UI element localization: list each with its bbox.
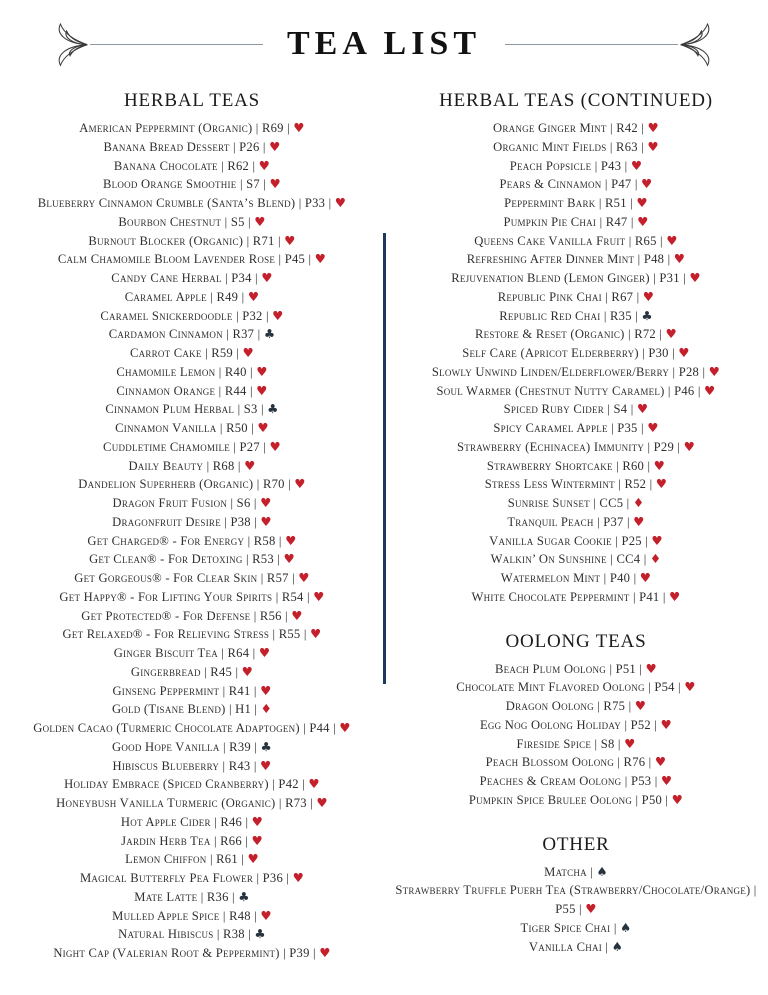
heart-icon: ♥: [585, 901, 597, 916]
heart-icon: ♥: [313, 588, 325, 604]
heart-icon: ♥: [298, 570, 310, 585]
tea-item-label: Burnout Blocker (Organic) | R71 |: [88, 233, 285, 248]
tea-item-label: Get Charged® - For Energy | R58 |: [87, 533, 286, 548]
section-heading-oolong: OOLONG TEAS: [505, 630, 647, 652]
tea-item: [390, 550, 762, 569]
tea-item: [6, 419, 378, 438]
tea-item-label: Gingerbread | R45 |: [130, 664, 242, 679]
tea-item-label: Restore & Reset (Organic) | R72 |: [475, 327, 666, 342]
heart-icon: ♥: [310, 626, 322, 642]
diamond-icon: ♦: [632, 495, 645, 510]
tea-item-label: Rejuvenation Blend (Lemon Ginger) | P31 |: [451, 271, 690, 285]
tea-item-label: Tiger Spice Chai |: [520, 920, 620, 935]
tea-item-label: Organic Mint Fields | R63 |: [493, 139, 648, 154]
heart-icon: ♥: [251, 832, 263, 848]
tea-item-label: Pumpkin Pie Chai | R47 |: [503, 214, 638, 229]
tea-item-label: Beach Plum Oolong | P51 |: [495, 661, 646, 676]
tea-item: [390, 175, 762, 194]
tea-item: [390, 457, 762, 476]
tea-item: [6, 775, 378, 794]
heart-icon: ♥: [260, 495, 272, 510]
tea-item: [390, 382, 762, 401]
heart-icon: ♥: [630, 157, 643, 173]
heart-icon: ♥: [639, 570, 652, 585]
tea-item: [6, 719, 378, 738]
tea-item-label: Night Cap (Valerian Root & Peppermint) | P39 |: [53, 946, 320, 960]
tea-item: [390, 194, 762, 213]
tea-item-label: Lemon Chiffon | R61 |: [125, 852, 248, 867]
tea-item-label: Get Protected® - For Defense | R56 |: [81, 608, 292, 623]
tea-item: [390, 716, 762, 735]
heart-icon: ♥: [244, 457, 256, 473]
tea-item-label: Strawberry (Echinacea) Immunity | P29 |: [456, 439, 684, 454]
tea-item: [390, 400, 762, 419]
heart-icon: ♥: [624, 735, 636, 751]
tea-item: [390, 325, 762, 344]
heart-icon: ♥: [247, 851, 259, 867]
heart-icon: ♥: [258, 157, 271, 173]
heart-icon: ♥: [645, 660, 657, 676]
section-other: [390, 834, 762, 957]
heart-icon: ♥: [673, 251, 686, 267]
tea-item-label: Pumpkin Spice Brulee Oolong | P50 |: [468, 792, 672, 807]
tea-item: [6, 869, 378, 888]
tea-item: [6, 400, 378, 419]
page-header: [0, 0, 768, 72]
tea-item-label: Ginseng Peppermint | R41 |: [112, 683, 261, 698]
tea-item: [6, 682, 378, 701]
tea-item-label: Refreshing After Dinner Mint | P48 |: [466, 252, 674, 267]
tea-item: [390, 232, 762, 251]
section-heading-other: OTHER: [542, 833, 610, 855]
tea-item-label: Slowly Unwind Linden/​Elderflower/​Berry | P28 |: [431, 364, 709, 379]
tea-item: [6, 907, 378, 926]
tea-item: [390, 119, 762, 138]
heart-icon: ♥: [256, 363, 268, 379]
tea-item-label: Mulled Apple Spice | R48 |: [112, 908, 261, 923]
heart-icon: ♥: [641, 176, 653, 192]
tea-item-label: Republic Pink Chai | R67 |: [497, 289, 643, 304]
heart-icon: ♥: [314, 251, 327, 267]
tea-item: [390, 881, 762, 919]
heart-icon: ♥: [260, 513, 272, 529]
tea-item: [390, 532, 762, 551]
tea-item-label: Watermelon Mint | P40 |: [500, 571, 640, 585]
tea-item-label: Vanilla Sugar Cookie | P25 |: [489, 533, 652, 548]
tea-item-label: Get Relaxed® - For Relieving Stress | R55 |: [62, 627, 311, 642]
heart-icon: ♥: [671, 791, 684, 807]
heart-icon: ♥: [647, 120, 660, 135]
heart-icon: ♥: [334, 195, 347, 210]
tea-item-label: Dragon Fruit Fusion | S6 |: [112, 496, 261, 510]
tea-item: [6, 119, 378, 138]
tea-item-label: Vanilla Chai |: [528, 939, 612, 954]
tea-item: [6, 288, 378, 307]
heart-icon: ♥: [260, 907, 272, 923]
tea-item: [6, 663, 378, 682]
tea-item-label: Cuddletime Chamomile | P27 |: [103, 439, 270, 454]
tea-list-herbal-continued: [390, 119, 762, 607]
tea-item-label: Get Happy® - For Lifting Your Spirits | R54 |: [59, 589, 314, 604]
tea-item: [390, 791, 762, 810]
heart-icon: ♥: [660, 773, 673, 788]
tea-item-label: Golden Cacao (Turmeric Chocolate Adaptogen) | P44 |: [33, 721, 340, 735]
tea-item-label: Cardamon Cinnamon | R37 |: [108, 327, 264, 342]
heart-icon: ♥: [260, 682, 272, 698]
tea-item-label: Chamomile Lemon | R40 |: [116, 364, 257, 379]
heart-icon: ♥: [241, 663, 254, 679]
section-oolong: [390, 631, 762, 810]
tea-item: [390, 475, 762, 494]
tea-item: [390, 494, 762, 513]
tea-item-label: Calm Chamomile Bloom Lavender Rose | P45 |: [57, 252, 315, 267]
tea-item-label: Republic Red Chai | R35 |: [499, 308, 642, 323]
heart-icon: ♥: [647, 420, 659, 435]
club-icon: ♣: [641, 307, 653, 323]
tea-list-oolong: [390, 660, 762, 810]
tea-item: [6, 213, 378, 232]
heart-icon: ♥: [704, 382, 716, 398]
tea-item-label: Queens Cake Vanilla Fruit | R65 |: [474, 233, 667, 248]
diamond-icon: ♦: [649, 551, 662, 567]
tea-item: [390, 288, 762, 307]
tea-item: [6, 438, 378, 457]
heart-icon: ♥: [653, 457, 666, 473]
heart-icon: ♥: [647, 138, 659, 154]
heart-icon: ♥: [257, 420, 269, 435]
tea-item: [390, 213, 762, 232]
tea-item-label: Hot Apple Cider | R46 |: [120, 814, 252, 829]
section-herbal-continued: [390, 90, 762, 607]
tea-item: [6, 888, 378, 907]
spade-icon: ♠: [596, 863, 608, 879]
tea-item-label: Carrot Cake | R59 |: [129, 346, 243, 360]
tea-item: [6, 738, 378, 757]
tea-item-label: Spiced Ruby Cider | S4 |: [503, 402, 637, 417]
tea-item: [6, 607, 378, 626]
tea-item-label: Daily Beauty | R68 |: [128, 458, 245, 473]
heart-icon: ♥: [308, 776, 320, 792]
heart-icon: ♥: [261, 270, 273, 285]
tea-item-label: Peaches & Cream Oolong | P53 |: [479, 774, 661, 788]
heart-icon: ♥: [283, 551, 295, 567]
heart-icon: ♥: [651, 532, 663, 548]
heart-icon: ♥: [684, 679, 696, 695]
leaf-ornament-left-icon: [46, 17, 90, 71]
tea-item: [6, 832, 378, 851]
tea-item-label: Banana Chocolate | R62 |: [113, 158, 259, 173]
tea-item-label: Banana Bread Dessert | P26 |: [103, 139, 270, 154]
heart-icon: ♥: [665, 326, 677, 342]
tea-item: [6, 363, 378, 382]
tea-item-label: Chocolate Mint Flavored Oolong | P54 |: [456, 680, 685, 695]
heart-icon: ♥: [272, 307, 284, 323]
heart-icon: ♥: [678, 345, 690, 360]
heart-icon: ♥: [285, 532, 297, 548]
tea-item: [390, 419, 762, 438]
tea-item: [6, 757, 378, 776]
tea-item: [6, 625, 378, 644]
heart-icon: ♥: [260, 757, 272, 773]
tea-item-label: Cinnamon Vanilla | R50 |: [115, 421, 258, 435]
tea-item-label: Cinnamon Orange | R44 |: [116, 383, 257, 398]
heart-icon: ♥: [654, 754, 667, 770]
tea-item: [390, 438, 762, 457]
tea-item-label: Spicy Caramel Apple | P35 |: [493, 421, 648, 435]
tea-item: [390, 863, 762, 882]
tea-item: [6, 457, 378, 476]
club-icon: ♣: [263, 326, 276, 342]
tea-item: [6, 794, 378, 813]
tea-item: [6, 344, 378, 363]
tea-item-label: American Peppermint (Organic) | R69 |: [79, 121, 294, 135]
heart-icon: ♥: [291, 607, 303, 623]
tea-list-other: [390, 863, 762, 957]
heart-icon: ♥: [256, 382, 268, 398]
heart-icon: ♥: [251, 813, 264, 829]
tea-item: [390, 697, 762, 716]
tea-item-label: Hibiscus Blueberry | R43 |: [112, 758, 261, 773]
column-divider: [383, 233, 386, 684]
tea-item: [6, 813, 378, 832]
tea-item: [390, 588, 762, 607]
heart-icon: ♥: [683, 438, 696, 454]
tea-item: [6, 232, 378, 251]
heart-icon: ♥: [254, 213, 266, 229]
tea-item: [390, 678, 762, 697]
tea-item: [390, 269, 762, 288]
tea-item-label: Jardin Herb Tea | R66 |: [121, 833, 252, 848]
heart-icon: ♥: [642, 288, 655, 304]
tea-item: [6, 194, 378, 213]
heart-icon: ♥: [269, 438, 281, 454]
tea-item: [6, 307, 378, 326]
tea-item: [6, 475, 378, 494]
tea-item: [6, 513, 378, 532]
tea-item-label: Blood Orange Smoothie | S7 |: [103, 177, 270, 192]
tea-item-label: Candy Cane Herbal | P34 |: [111, 271, 262, 285]
tea-item: [6, 644, 378, 663]
tea-item-label: Bourbon Chestnut | S5 |: [118, 214, 255, 229]
heart-icon: ♥: [633, 513, 645, 529]
tea-item-label: Fireside Spice | S8 |: [516, 736, 625, 751]
tea-item-label: White Chocolate Peppermint | P41 |: [471, 589, 670, 604]
heart-icon: ♥: [292, 870, 305, 885]
section-herbal: [6, 90, 378, 963]
heart-icon: ♥: [669, 588, 681, 604]
tea-item-label: Holiday Embrace (Spiced Cranberry) | P42 |: [64, 777, 309, 792]
tea-item: [6, 532, 378, 551]
tea-item: [6, 588, 378, 607]
club-icon: ♣: [254, 926, 266, 942]
tea-item-label: Sunrise Sunset | CC5 |: [507, 496, 633, 510]
heart-icon: ♥: [319, 945, 331, 960]
tea-item-label: Good Hope Vanilla | R39 |: [112, 739, 261, 754]
heart-icon: ♥: [258, 645, 271, 660]
tea-item-label: Soul Warmer (Chestnut Nutty Caramel) | P46 |: [436, 383, 705, 398]
tea-item-label: Natural Hibiscus | R38 |: [118, 927, 255, 942]
heart-icon: ♥: [634, 698, 647, 713]
tea-item-label: Dragon Oolong | R75 |: [505, 699, 635, 713]
tea-item-label: Matcha |: [544, 864, 597, 879]
heart-icon: ♥: [284, 232, 296, 248]
left-column: [0, 90, 384, 963]
tea-item-label: Strawberry Truffle Puerh Tea (Strawberry/​Chocolate/​Orange) | P55 |: [395, 883, 757, 916]
heart-icon: ♥: [339, 720, 351, 735]
club-icon: ♣: [238, 888, 250, 904]
leaf-ornament-right-icon: [678, 17, 722, 71]
tea-item: [6, 925, 378, 944]
tea-item-label: Dandelion Superherb (Organic) | R70 |: [78, 477, 295, 492]
heart-icon: ♥: [666, 232, 678, 248]
right-column: [384, 90, 768, 963]
tea-item-label: Ginger Biscuit Tea | R64 |: [113, 646, 259, 660]
tea-item: [390, 660, 762, 679]
tea-item-label: Dragonfruit Desire | P38 |: [112, 514, 261, 529]
tea-item-label: Honeybush Vanilla Turmeric (Organic) | R73 |: [56, 796, 317, 810]
tea-item: [6, 175, 378, 194]
heart-icon: ♥: [242, 345, 255, 360]
tea-item: [390, 753, 762, 772]
tea-item: [6, 550, 378, 569]
heart-icon: ♥: [637, 213, 649, 229]
tea-item-label: Gold (Tisane Blend) | H1 |: [111, 702, 261, 717]
heart-icon: ♥: [708, 363, 721, 379]
heart-icon: ♥: [689, 270, 701, 285]
header-rule-left: [90, 44, 263, 45]
tea-item-label: Blueberry Cinnamon Crumble (Santa’s Blend) | P33 |: [37, 196, 335, 210]
heart-icon: ♥: [247, 288, 260, 304]
tea-item-label: Peach Popsicle | P43 |: [509, 158, 631, 173]
tea-item: [390, 513, 762, 532]
tea-item-label: Strawberry Shortcake | R60 |: [486, 458, 654, 473]
tea-item-label: Caramel Snickerdoodle | P32 |: [100, 308, 273, 323]
tea-item-label: Stress Less Wintermint | R52 |: [484, 477, 656, 492]
spade-icon: ♠: [611, 938, 624, 954]
tea-item: [6, 157, 378, 176]
heart-icon: ♥: [293, 120, 305, 135]
tea-item: [6, 850, 378, 869]
spade-icon: ♠: [620, 919, 632, 935]
tea-item: [390, 772, 762, 791]
tea-item-label: Walkin’ On Sunshine | CC4 |: [490, 552, 650, 567]
heart-icon: ♥: [269, 138, 281, 154]
section-heading-herbal: HERBAL TEAS: [123, 90, 260, 111]
club-icon: ♣: [260, 738, 272, 754]
tea-item: [6, 494, 378, 513]
tea-item: [6, 944, 378, 963]
diamond-icon: ♦: [260, 701, 273, 717]
tea-item-label: Pears & Cinnamon | P47 |: [499, 177, 641, 192]
tea-item: [6, 325, 378, 344]
tea-item-label: Peach Blossom Oolong | R76 |: [485, 755, 655, 770]
tea-item: [6, 250, 378, 269]
club-icon: ♣: [267, 401, 279, 417]
tea-item: [390, 344, 762, 363]
tea-item: [6, 269, 378, 288]
heart-icon: ♥: [269, 176, 281, 192]
heart-icon: ♥: [636, 195, 648, 210]
tea-item-label: Get Gorgeous® - For Clear Skin | R57 |: [74, 571, 299, 585]
tea-item: [6, 569, 378, 588]
tea-item-label: Magical Butterfly Pea Flower | P36 |: [79, 871, 293, 885]
tea-item: [390, 307, 762, 326]
tea-item-label: Mate Latte | R36 |: [134, 889, 239, 904]
page-title: TEA LIST: [286, 25, 482, 62]
tea-item: [390, 363, 762, 382]
heart-icon: ♥: [636, 401, 649, 417]
tea-item-label: Orange Ginger Mint | R42 |: [492, 121, 648, 135]
tea-item-label: Self Care (Apricot Elderberry) | P30 |: [462, 346, 679, 360]
heart-icon: ♥: [294, 476, 306, 492]
tea-item: [390, 157, 762, 176]
tea-item: [390, 938, 762, 957]
tea-item-label: Egg Nog Oolong Holiday | P52 |: [479, 717, 661, 732]
section-heading-herbal-continued: HERBAL TEAS (CONTINUED): [439, 90, 713, 111]
heart-icon: ♥: [655, 476, 668, 492]
tea-item: [390, 250, 762, 269]
tea-list-herbal: [6, 119, 378, 963]
tea-item: [6, 138, 378, 157]
tea-item-label: Caramel Apple | R49 |: [124, 289, 248, 304]
header-rule-right: [505, 44, 678, 45]
heart-icon: ♥: [660, 716, 673, 732]
tea-item-label: Cinnamon Plum Herbal | S3 |: [105, 402, 268, 417]
tea-item: [6, 700, 378, 719]
tea-item: [390, 735, 762, 754]
tea-item-label: Peppermint Bark | R51 |: [504, 196, 637, 210]
tea-item: [390, 569, 762, 588]
tea-item: [390, 138, 762, 157]
tea-item: [6, 382, 378, 401]
tea-item: [390, 919, 762, 938]
tea-item-label: Get Clean® - For Detoxing | R53 |: [89, 552, 284, 567]
tea-item-label: Tranquil Peach | P37 |: [507, 514, 634, 529]
heart-icon: ♥: [316, 795, 328, 810]
